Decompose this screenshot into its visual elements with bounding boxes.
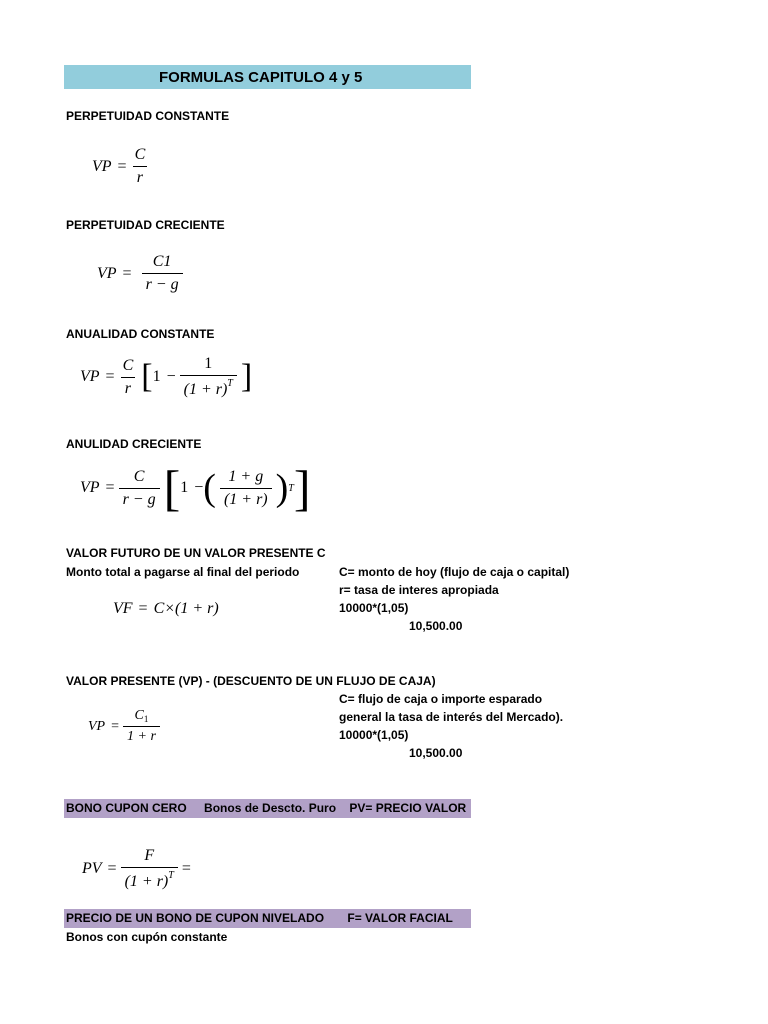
formula-perpetuidad-constante: VP = $\frac{C}{r}$	[92, 146, 146, 186]
heading-valor-futuro: VALOR FUTURO DE UN VALOR PRESENTE C	[66, 546, 326, 560]
note-valor-presente-rate: general la tasa de interés del Mercado).	[339, 710, 564, 724]
heading-anualidad-creciente: ANULIDAD CRECIENTE	[66, 437, 202, 451]
heading-perpetuidad-creciente: PERPETUIDAD CRECIENTE	[66, 218, 225, 232]
formula-bono-cupon-cero: PV = $\frac{F}{(1 + r)^T}$ =	[82, 847, 191, 890]
title-band	[64, 65, 471, 89]
subheading-valor-futuro: Monto total a pagarse al final del periodo	[66, 565, 300, 579]
note-valor-futuro-r: r= tasa de interes apropiada	[339, 583, 499, 597]
note-valor-futuro-calc: 10000*(1,05)	[339, 601, 409, 615]
pv-bono-cupon-cero: PV= PRECIO VALOR	[349, 801, 467, 815]
heading-anualidad-constante: ANUALIDAD CONSTANTE	[66, 327, 215, 341]
page-title: FORMULAS CAPITULO 4 y 5	[159, 68, 363, 86]
label-bono-cupon-cero: BONO CUPON CERO	[66, 801, 187, 815]
note-valor-presente-calc: 10000*(1,05)	[339, 728, 409, 742]
note-valor-presente-c: C= flujo de caja o importe esparado	[339, 692, 543, 706]
heading-perpetuidad-constante: PERPETUIDAD CONSTANTE	[66, 109, 230, 123]
band-bono-cupon-nivelado	[64, 909, 471, 928]
note-valor-futuro-c: C= monto de hoy (flujo de caja o capital)	[339, 565, 570, 579]
result-valor-presente: 10,500.00	[409, 746, 463, 760]
fv-bono-cupon-nivelado: F= VALOR FACIAL	[347, 911, 453, 925]
heading-valor-presente: VALOR PRESENTE (VP) - (DESCUENTO DE UN FLUJO DE CAJA)	[66, 674, 436, 688]
formula-perpetuidad-creciente: VP = $\frac{C1}{r - g}$	[97, 253, 187, 294]
desc-bono-cupon-cero: Bonos de Descto. Puro	[204, 801, 337, 815]
result-valor-futuro: 10,500.00	[409, 619, 463, 633]
formula-anualidad-creciente: VP = $\frac{C}{r - g}$ [ 1 − ( $\frac{1 + g}{(1 + r)}$ ) T ]	[80, 460, 311, 516]
formula-valor-futuro: VF = C×(1 + r)	[113, 600, 219, 617]
subheading-bono-cupon-nivelado: Bonos con cupón constante	[66, 930, 228, 944]
formula-valor-presente: VP = $\frac{C_1}{1 + r}$	[88, 708, 164, 745]
formula-anualidad-constante: VP = $\frac{C}{r}$ [ 1 − $\frac{1}{(1 + r)^T}$ ]	[80, 355, 253, 398]
label-bono-cupon-nivelado: PRECIO DE UN BONO DE CUPON NIVELADO	[66, 911, 325, 925]
band-bono-cupon-cero	[64, 799, 471, 818]
